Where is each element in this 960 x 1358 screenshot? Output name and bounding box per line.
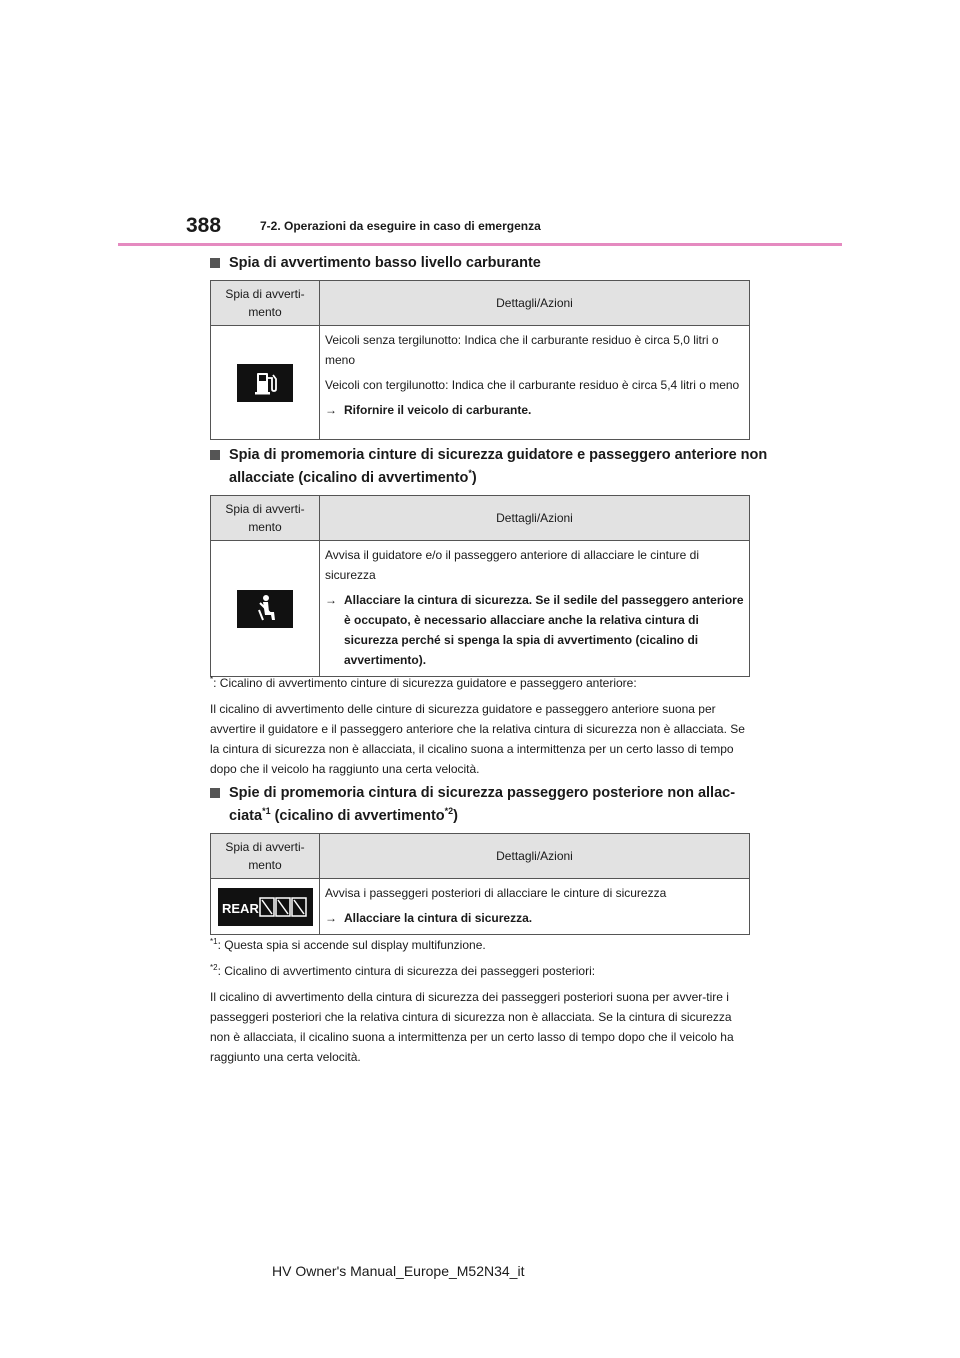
fuel-warning-table: [210, 280, 750, 440]
chapter-title: 7-2. Operazioni da eseguire in caso di emergenza: [260, 219, 541, 233]
seatbelt-reminder-icon: [237, 590, 293, 628]
details-cell: [320, 879, 750, 935]
front-seatbelt-table: [210, 495, 750, 677]
rear-label: REAR: [221, 900, 259, 916]
header-divider: [118, 243, 842, 246]
action-text: → Allacciare la cintura di sicurezza. Se il sedile del passeggero anteriore è occupato, è necessario allacciare anche la relativa cintura di sicurezza perché si spenga la spia di avvertimento (cicalino di avvertimento).: [325, 590, 745, 670]
indicator-cell: [211, 541, 320, 677]
details-text: Veicoli senza tergilunotto: Indica che il carburante residuo è circa 5,0 litri o meno: [325, 333, 719, 367]
footnote-1: $^{*1}$: Questa spia si accende sul display multifunzione.: [210, 937, 486, 952]
arrow-right-icon: →: [325, 593, 337, 607]
section-title-rear-seatbelt: Spie di promemoria cintura di sicurezza passeggero posteriore non allac-ciata$^{*1}$ (cicalino di avvertimento$^{*2}$): [210, 782, 770, 828]
page-number: 388: [186, 214, 222, 237]
column-header-indicator: Spia di avverti-mento: [211, 281, 320, 326]
column-header-details: Dettagli/Azioni: [320, 834, 750, 879]
page-footer: HV Owner's Manual_Europe_M52N34_it: [272, 1263, 525, 1279]
action-text: → Rifornire il veicolo di carburante.: [325, 400, 745, 420]
column-header-details: Dettagli/Azioni: [320, 281, 750, 326]
details-cell: [320, 326, 750, 440]
details-text: Veicoli con tergilunotto: Indica che il carburante residuo è circa 5,4 litri o meno: [325, 378, 740, 392]
column-header-indicator: Spia di avverti-mento: [211, 496, 320, 541]
details-cell: [320, 541, 750, 677]
fuel-pump-icon: [237, 364, 293, 402]
rear-seatbelt-table: [210, 833, 750, 935]
bullet-square-icon: [210, 788, 220, 798]
column-header-indicator: Spia di avverti-mento: [211, 834, 320, 879]
action-text: → Allacciare la cintura di sicurezza.: [325, 908, 745, 928]
column-header-details: Dettagli/Azioni: [320, 496, 750, 541]
rear-seatbelt-icon: [218, 888, 313, 926]
details-text: Avvisa il guidatore e/o il passeggero anteriore di allacciare le cinture di sicurezza: [325, 548, 699, 582]
bullet-square-icon: [210, 258, 220, 268]
indicator-cell: [211, 326, 320, 440]
footnote-2: $^{*2}$: Cicalino di avvertimento cintura di sicurezza dei passeggeri posteriori: Il cicalino di avvertimento della cintura di sicurezza dei passeggeri posteriori suona per avver-tire i passeggeri posteriori che la relativa cintura di sicurezza non è allacciata. Se la cintura di sicurezza non è allacciata, il cicalino suona a intermittenza per un certo lasso di tempo dopo che il veicolo ha raggiunto una certa velocità.: [210, 963, 734, 1064]
indicator-cell: [211, 879, 320, 935]
arrow-right-icon: →: [325, 403, 337, 417]
arrow-right-icon: →: [325, 911, 337, 925]
details-text: Avvisa i passeggeri posteriori di allacciare le cinture di sicurezza: [325, 886, 667, 900]
section-title-front-seatbelt: Spia di promemoria cinture di sicurezza guidatore e passeggero anteriore non allacciate (cicalino di avvertimento*): [210, 444, 770, 490]
section-title-fuel: Spia di avvertimento basso livello carburante: [210, 252, 770, 275]
bullet-square-icon: [210, 450, 220, 460]
footnote-star: *: Cicalino di avvertimento cinture di sicurezza guidatore e passeggero anteriore: Il cicalino di avvertimento delle cinture di sicurezza guidatore e passeggero anteriore suona per avvertire il guidatore e il passeggero anteriore che la relativa cintura di sicurezza non è allacciata. Se la cintura di sicurezza non è allacciata, il cicalino suona a intermittenza per un certo lasso di tempo dopo che il veicolo ha raggiunto una certa velocità.: [210, 675, 745, 776]
